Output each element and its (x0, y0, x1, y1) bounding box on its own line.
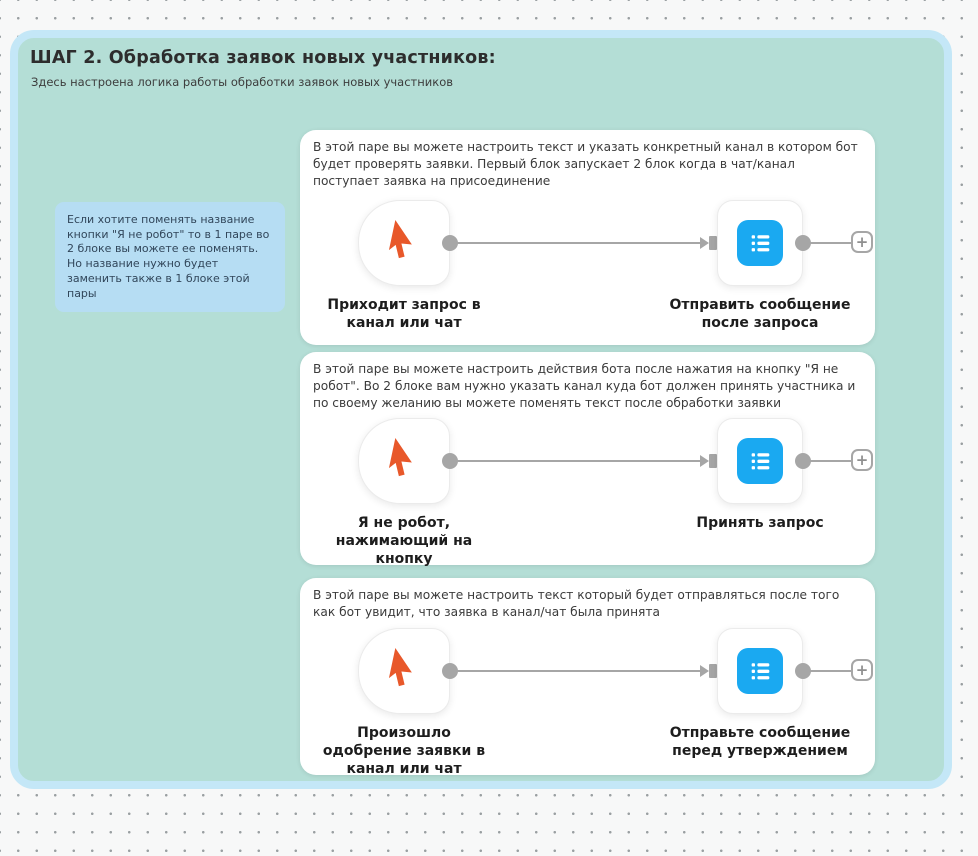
bullet-list-icon (737, 648, 783, 694)
connector-arrow-icon (700, 237, 709, 249)
trigger-label: Я не робот, нажимающий на кнопку (335, 515, 473, 567)
trigger-node[interactable] (358, 628, 450, 714)
flow-canvas (300, 200, 875, 340)
connector-line (450, 670, 700, 672)
action-label: Отправьте сообщение перед утверждением (669, 725, 851, 759)
action-node[interactable] (717, 200, 803, 286)
connector-line (450, 242, 700, 244)
cursor-icon (382, 647, 426, 695)
note-box[interactable]: Если хотите поменять название кнопки "Я не робот" то в 1 паре во 2 блоке вы можете ее поменять. Но название нужно будет заменить также в 1 блоке этой пары (55, 202, 285, 312)
flow-pair-card-3 (300, 578, 875, 775)
connector-line (803, 670, 853, 672)
input-port[interactable] (709, 664, 717, 678)
input-port[interactable] (709, 454, 717, 468)
input-port[interactable] (709, 236, 717, 250)
trigger-node[interactable] (358, 418, 450, 504)
card-description: В этой паре вы можете настроить действия бота после нажатия на кнопку "Я не робот". Во 2 блоке вам нужно указать канал куда бот должен принять участника и по своему желанию вы можете поменять текст после обработки заявки (313, 362, 856, 411)
card-description: В этой паре вы можете настроить текст и указать конкретный канал в котором бот будет проверять заявки. Первый блок запускает 2 блок когда в чат/канал поступает заявка на присоединение (313, 140, 858, 189)
step-title: ШАГ 2. Обработка заявок новых участников: (30, 48, 496, 68)
card-description: В этой паре вы можете настроить текст который будет отправляться после того как бот увидит, что заявка в канал/чат была принята (313, 588, 840, 620)
action-node[interactable] (717, 418, 803, 504)
trigger-label: Произошло одобрение заявки в канал или чат (322, 725, 486, 777)
action-label: Принять запрос (696, 515, 824, 531)
add-node-button[interactable]: + (851, 231, 873, 253)
bullet-list-icon (737, 220, 783, 266)
cursor-icon (382, 437, 426, 485)
step-panel (10, 30, 952, 789)
action-node[interactable] (717, 628, 803, 714)
connector-arrow-icon (700, 665, 709, 677)
flow-canvas (300, 418, 875, 567)
add-node-button[interactable]: + (851, 449, 873, 471)
trigger-label: Приходит запрос в канал или чат (327, 297, 481, 331)
add-node-button[interactable]: + (851, 659, 873, 681)
connector-line (803, 460, 853, 462)
cursor-icon (382, 219, 426, 267)
connector-line (450, 460, 700, 462)
flow-canvas (300, 628, 875, 777)
step-subtitle: Здесь настроена логика работы обработки заявок новых участников (31, 75, 454, 89)
trigger-node[interactable] (358, 200, 450, 286)
flow-pair-card-2 (300, 352, 875, 565)
action-label: Отправить сообщение после запроса (669, 297, 851, 331)
flow-pair-card-1 (300, 130, 875, 345)
connector-arrow-icon (700, 455, 709, 467)
connector-line (803, 242, 853, 244)
bullet-list-icon (737, 438, 783, 484)
